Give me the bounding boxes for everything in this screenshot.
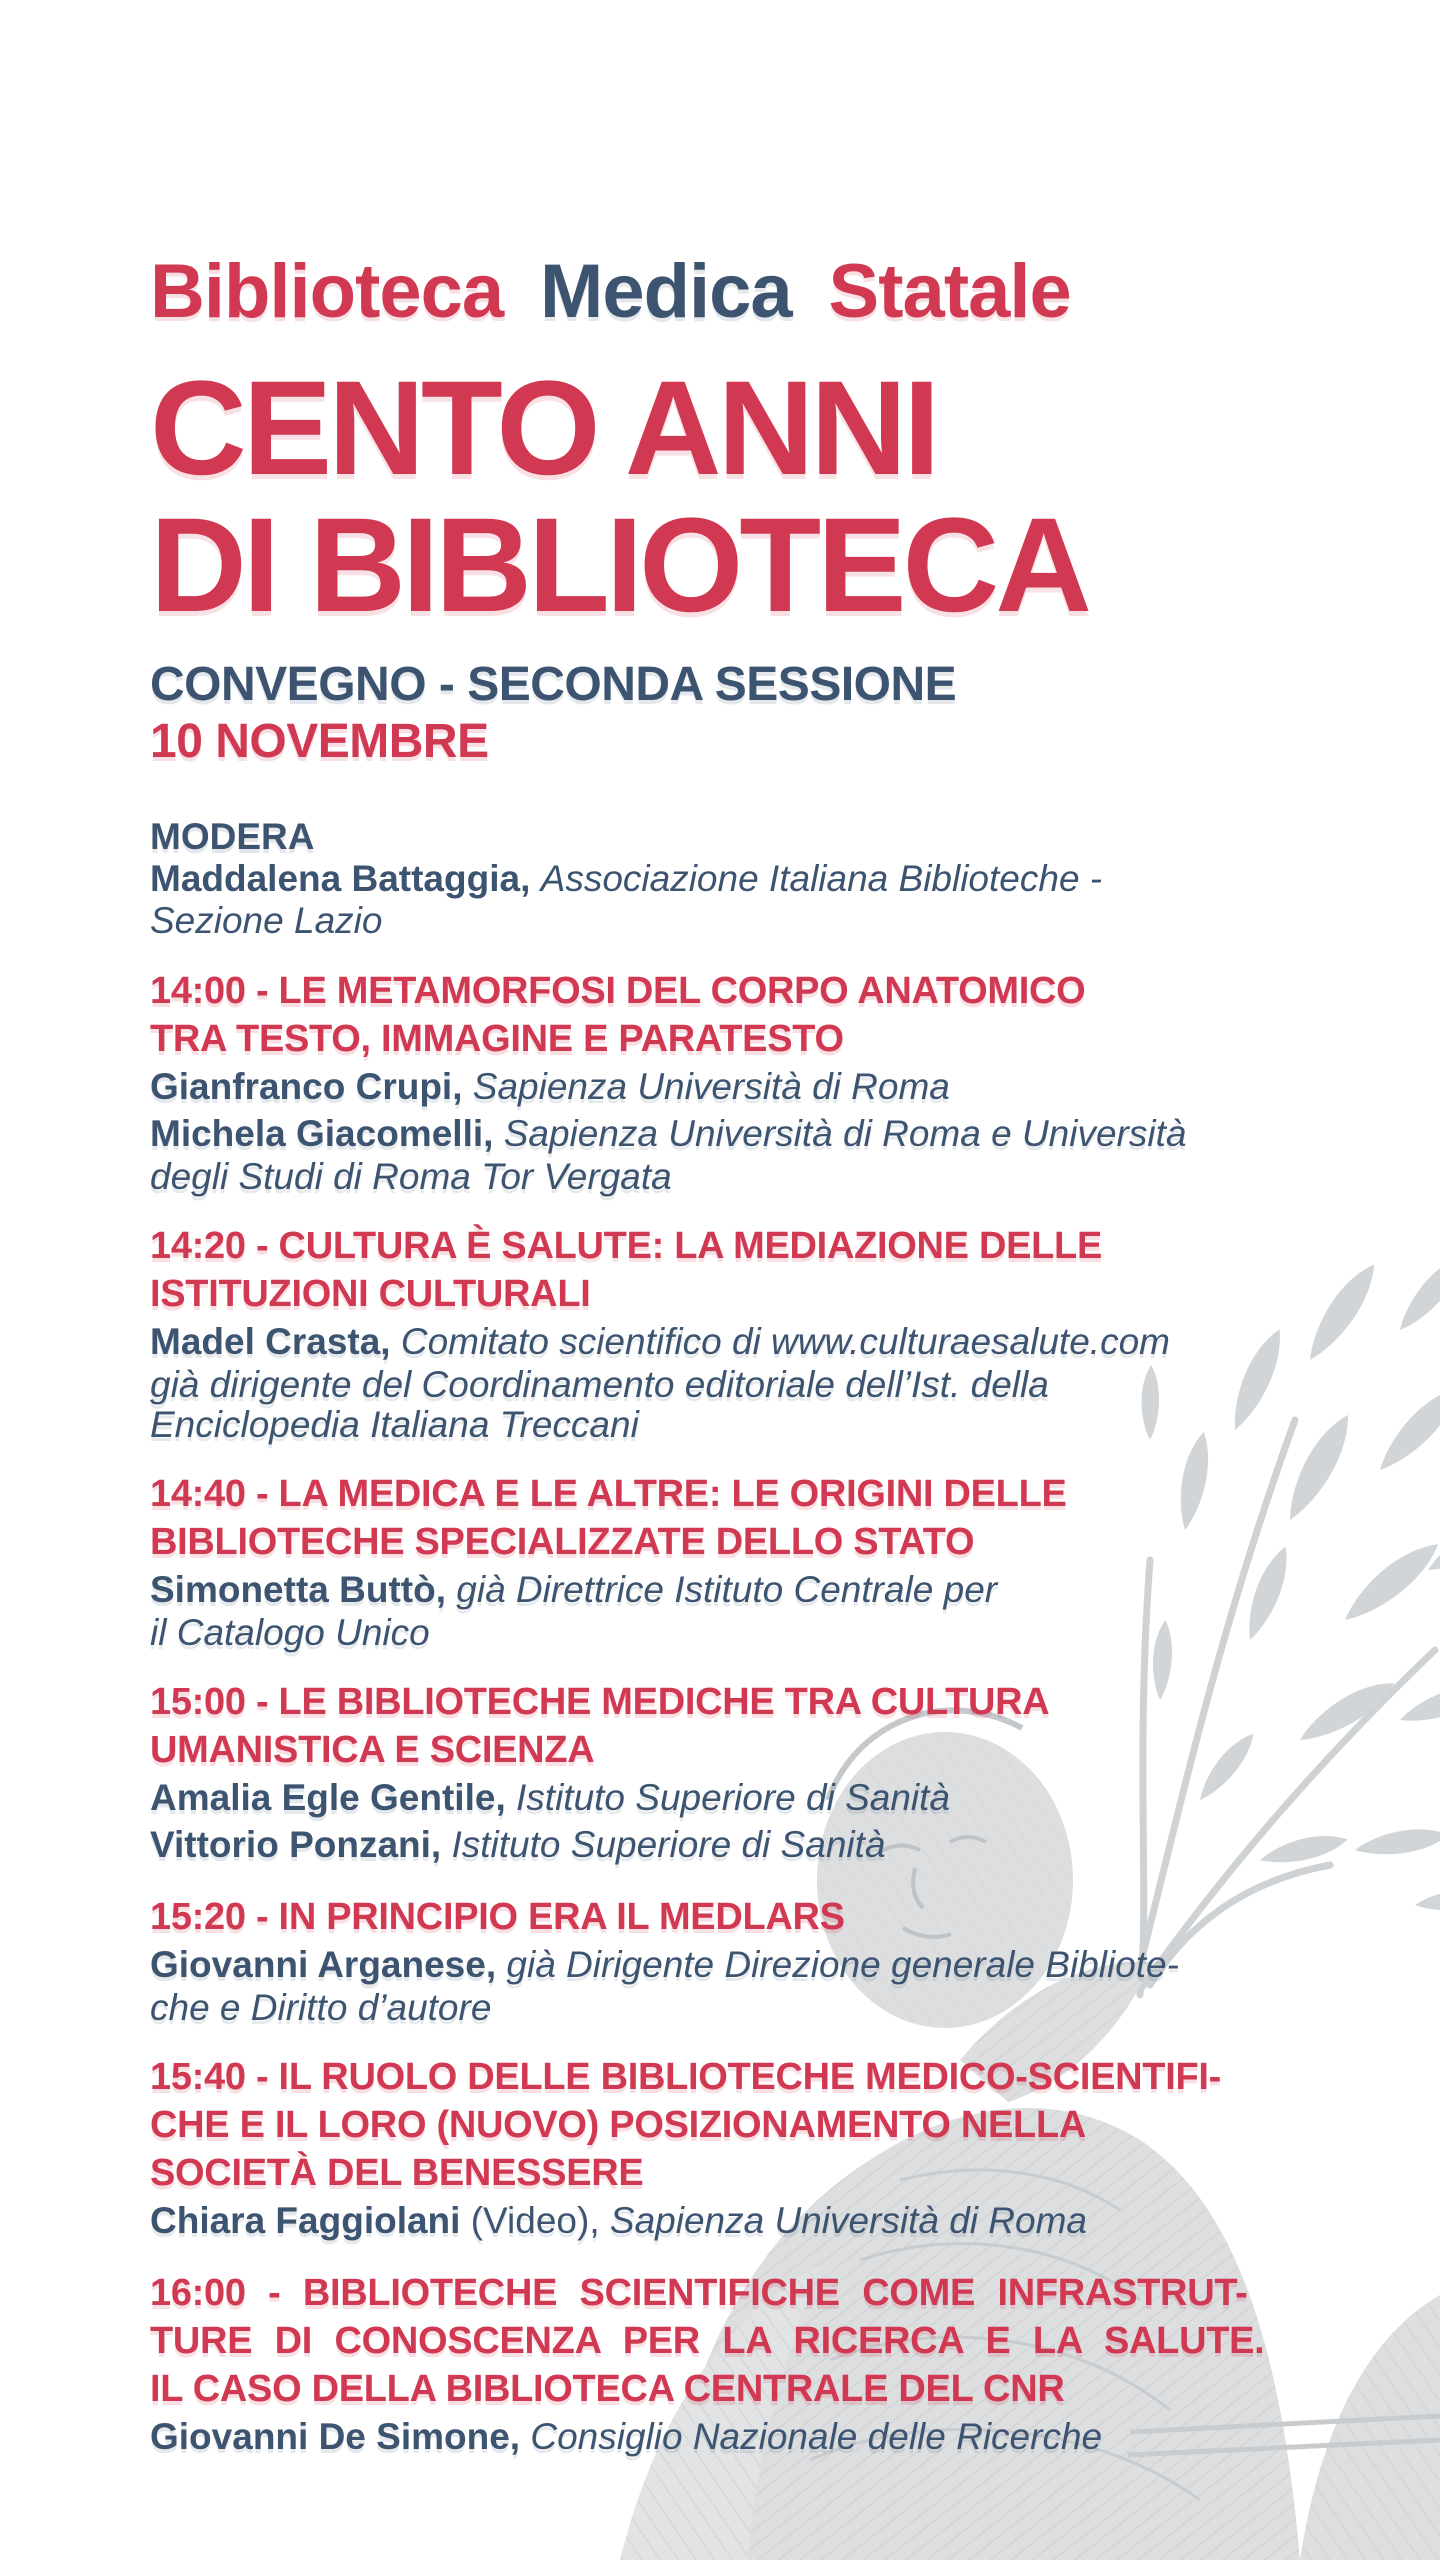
library-name <box>150 0 1330 332</box>
speaker-line <box>150 1318 1330 1365</box>
session-title-line: 14:20 - CULTURA È SALUTE: LA MEDIAZIONE DELLE <box>150 1225 1103 1267</box>
moderator-line <box>150 858 1330 900</box>
speaker-affiliation: Istituto Superiore di Sanità <box>451 1824 886 1865</box>
moderator-label: MODERA <box>150 816 315 857</box>
brand-word-statale: Statale <box>828 249 1071 334</box>
session-15:20 <box>150 1893 1330 2028</box>
session-title-line: UMANISTICA E SCIENZA <box>150 1729 595 1771</box>
moderator-affiliation-wrap <box>150 900 1330 942</box>
speaker-name: Giovanni De Simone, <box>150 2416 531 2457</box>
speaker-line <box>150 1063 1330 1110</box>
event-info <box>150 656 1330 770</box>
speaker-name: Michela Giacomelli, <box>150 1113 504 1154</box>
speaker-affiliation: che e Diritto d’autore <box>150 1987 492 2028</box>
session-title-line: 15:00 - LE BIBLIOTECHE MEDICHE TRA CULTURA <box>150 1681 1050 1723</box>
speaker-line <box>150 1821 1330 1868</box>
session-title-line: SOCIETÀ DEL BENESSERE <box>150 2152 644 2194</box>
brand-word-medica: Medica <box>540 249 792 334</box>
program <box>150 967 1330 2460</box>
speaker-name: Chiara Faggiolani <box>150 2200 461 2241</box>
speaker-name: Gianfranco Crupi, <box>150 1066 473 1107</box>
speaker-line <box>150 1613 1330 1653</box>
speaker-line <box>150 1365 1330 1405</box>
speaker-affiliation: Sapienza Università di Roma e Università <box>503 1113 1187 1154</box>
session-title-line: 14:40 - LA MEDICA E LE ALTRE: LE ORIGINI DELLE <box>150 1473 1067 1515</box>
speaker-affiliation: già Direttrice Istituto Centrale per <box>456 1569 998 1610</box>
speaker-name: Amalia Egle Gentile, <box>150 1777 517 1818</box>
session-14:20 <box>150 1222 1330 1445</box>
speaker-line <box>150 1988 1330 2028</box>
session-title-line: 14:00 - LE METAMORFOSI DEL CORPO ANATOMICO <box>150 970 1086 1012</box>
session-title-line: BIBLIOTECHE SPECIALIZZATE DELLO STATO <box>150 1521 975 1563</box>
speaker-line <box>150 1941 1330 1988</box>
speaker-line <box>150 1405 1330 1445</box>
speaker-affiliation: Consiglio Nazionale delle Ricerche <box>530 2416 1103 2457</box>
speaker-affiliation: degli Studi di Roma Tor Vergata <box>150 1156 672 1197</box>
speaker-line <box>150 2197 1330 2244</box>
speaker-affiliation: già dirigente del Coordinamento editoriale dell’Ist. della <box>150 1364 1049 1405</box>
poster-content <box>150 0 1330 2460</box>
session-14:00 <box>150 967 1330 1197</box>
event-subtitle: CONVEGNO - SECONDA SESSIONE <box>150 658 957 711</box>
session-15:40 <box>150 2053 1330 2244</box>
speaker-affiliation: il Catalogo Unico <box>150 1612 430 1653</box>
speaker-line <box>150 2413 1330 2460</box>
speaker-affiliation: Comitato scientifico di www.culturaesalute.com <box>400 1321 1170 1362</box>
speaker-name: Vittorio Ponzani, <box>150 1824 452 1865</box>
session-title-line: TRA TESTO, IMMAGINE E PARATESTO <box>150 1018 844 1060</box>
main-title <box>150 354 1330 640</box>
speaker-note: (Video), <box>460 2200 610 2241</box>
speaker-line <box>150 1110 1330 1157</box>
session-title-line: 16:00 - BIBLIOTECHE SCIENTIFICHE COME INFRASTRUT- <box>150 2272 1248 2314</box>
speaker-affiliation: Istituto Superiore di Sanità <box>516 1777 950 1818</box>
session-title-line: 15:40 - IL RUOLO DELLE BIBLIOTECHE MEDICO-SCIENTIFI- <box>150 2056 1221 2098</box>
session-title-line: TURE DI CONOSCENZA PER LA RICERCA E LA SALUTE. <box>150 2320 1265 2362</box>
moderator-affiliation: Sezione Lazio <box>150 900 383 941</box>
moderator-affiliation: Associazione Italiana Biblioteche - <box>540 858 1103 899</box>
speaker-line <box>150 1566 1330 1613</box>
session-14:40 <box>150 1470 1330 1653</box>
speaker-name: Giovanni Arganese, <box>150 1944 507 1985</box>
session-title-line: 15:20 - IN PRINCIPIO ERA IL MEDLARS <box>150 1896 845 1938</box>
moderator-name: Maddalena Battaggia, <box>150 858 541 899</box>
speaker-affiliation: Sapienza Università di Roma <box>472 1066 950 1107</box>
brand-word-biblioteca: Biblioteca <box>150 249 504 334</box>
speaker-affiliation: Sapienza Università di Roma <box>609 2200 1088 2241</box>
main-title-line-1: CENTO ANNI <box>150 354 937 503</box>
speaker-name: Madel Crasta, <box>150 1321 401 1362</box>
speaker-affiliation: già Dirigente Direzione generale Bibliote- <box>506 1944 1179 1985</box>
session-title-line: CHE E IL LORO (NUOVO) POSIZIONAMENTO NELLA <box>150 2104 1087 2146</box>
session-16:00 <box>150 2269 1330 2460</box>
session-title-line: IL CASO DELLA BIBLIOTECA CENTRALE DEL CNR <box>150 2368 1065 2410</box>
speaker-line <box>150 1157 1330 1197</box>
speaker-name: Simonetta Buttò, <box>150 1569 457 1610</box>
main-title-line-2: DI BIBLIOTECA <box>150 491 1089 640</box>
speaker-affiliation: Enciclopedia Italiana Treccani <box>150 1404 639 1445</box>
session-15:00 <box>150 1678 1330 1868</box>
moderator-block <box>150 816 1330 942</box>
speaker-line <box>150 1774 1330 1821</box>
session-title-line: ISTITUZIONI CULTURALI <box>150 1273 591 1315</box>
event-date: 10 NOVEMBRE <box>150 715 489 768</box>
